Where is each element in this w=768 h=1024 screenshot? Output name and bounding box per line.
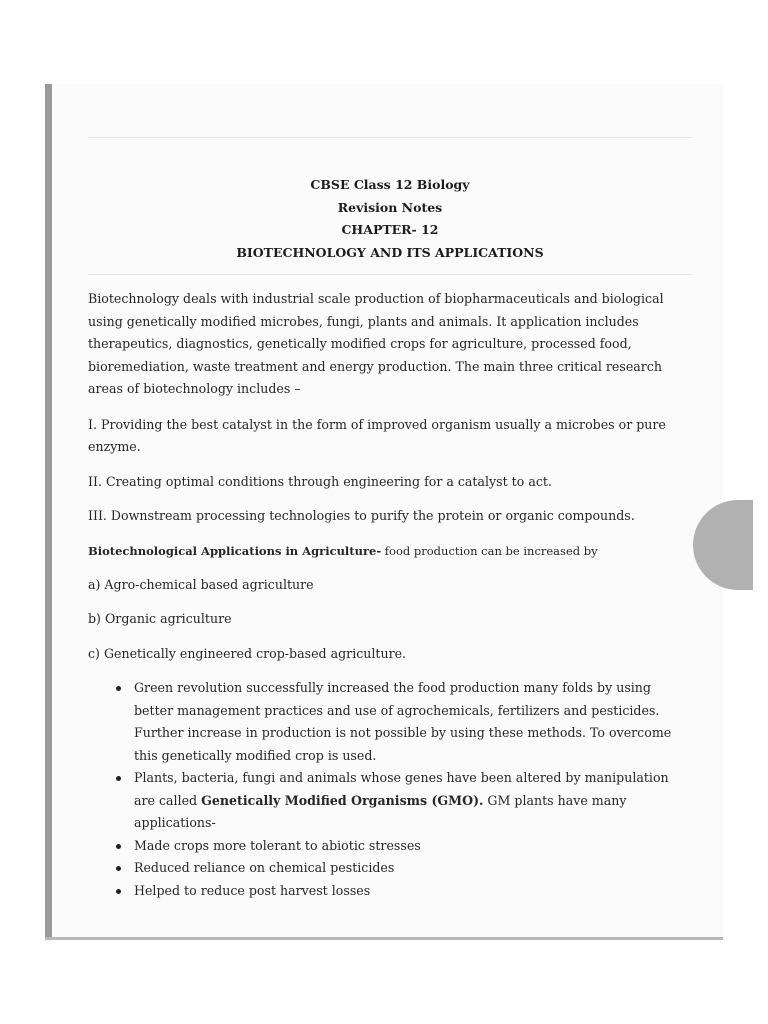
bullet-list (88, 677, 692, 902)
agriculture-heading: Biotechnological Applications in Agriculture- (88, 543, 382, 558)
option-item: c) Genetically engineered crop-based agriculture. (88, 645, 407, 661)
header-divider (88, 274, 692, 275)
option-item: a) Agro-chemical based agriculture (88, 576, 314, 592)
bullet-item (134, 880, 692, 903)
header-title: CBSE Class 12 Biology (310, 177, 470, 192)
header-chapter: CHAPTER- 12 (341, 222, 439, 237)
top-divider (88, 137, 692, 138)
bullet-item (134, 677, 692, 767)
research-area-item: III. Downstream processing technologies to purify the protein or organic compounds. (88, 508, 635, 523)
header-subtitle: Revision Notes (337, 199, 443, 215)
agriculture-paragraph (88, 540, 692, 562)
bullet-text: Plants, bacteria, fungi and animals whose genes have been altered by manipulation are called (134, 770, 669, 808)
page-bottom-edge (45, 937, 723, 940)
gmo-term: Genetically Modified Organisms (GMO). (201, 792, 484, 808)
bullet-text: Helped to reduce post harvest losses (134, 882, 371, 898)
bullet-item (134, 767, 692, 835)
research-area-item: II. Creating optimal conditions through engineering for a catalyst to act. (88, 473, 552, 489)
bullet-item (134, 857, 692, 880)
intro-paragraph: Biotechnology deals with industrial scale production of biopharmaceuticals and biological using genetically modified microbes, fungi, plants and animals. It application includes therapeutics, diagnostics, genetically modified crops for agriculture, processed food, bioremediation, waste treatment and energy production. The main three critical research areas of biotechnology includes – (88, 291, 664, 396)
research-area-item: I. Providing the best catalyst in the form of improved organism usually a microbes or pure enzyme. (88, 416, 666, 454)
agriculture-text: food production can be increased by (381, 543, 598, 558)
bullet-text: GM plants have many applications- (134, 792, 627, 830)
bullet-text: Green revolution successfully increased the food production many folds by using better management practices and use of agrochemicals, fertilizers and pesticides. Further increase in production is not possible by using these methods. To overcome this genetically modified crop is used. (134, 680, 672, 763)
option-item: b) Organic agriculture (88, 611, 232, 626)
bullet-text: Made crops more tolerant to abiotic stresses (134, 837, 421, 853)
bullet-text: Reduced reliance on chemical pesticides (134, 860, 395, 875)
document-header (88, 174, 692, 264)
bullet-item (134, 835, 692, 858)
document-body (88, 288, 692, 902)
header-chapter-title: BIOTECHNOLOGY AND ITS APPLICATIONS (236, 244, 544, 260)
page-left-edge (45, 84, 52, 940)
